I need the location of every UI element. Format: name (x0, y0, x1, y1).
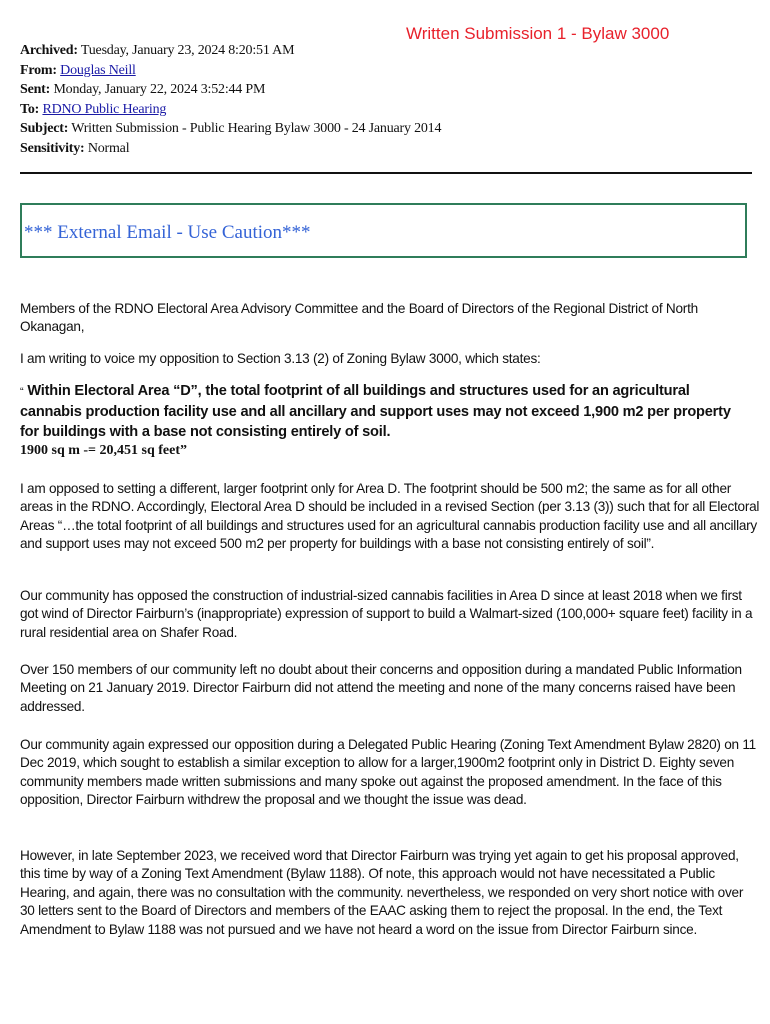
bylaw-quote (20, 382, 748, 460)
external-email-warning: *** External Email - Use Caution*** (24, 222, 311, 243)
email-header (20, 41, 441, 159)
external-email-banner (20, 203, 747, 258)
paragraph-hearing (20, 736, 760, 810)
paragraph-history (20, 587, 760, 642)
to-row (20, 100, 441, 120)
sensitivity-value: Normal (87, 140, 130, 156)
greeting-text: Members of the RDNO Electoral Area Advisory Committee and the Board of Directors of the Regional District of North Okanagan, (20, 301, 698, 335)
paragraph-footprint (20, 480, 760, 554)
archived-row (20, 41, 441, 61)
intro-text: I am writing to voice my opposition to Section 3.13 (2) of Zoning Bylaw 3000, which states: (20, 351, 541, 366)
paragraph-hearing-text: Our community again expressed our opposition during a Delegated Public Hearing (Zoning Text Amendment Bylaw 2820) on 11 Dec 2019, which sought to establish a similar exception to allow for a larger,1900m2 footprint only in District D. Eighty seven community members made written submissions and many spoke out against the proposed amendment. In the face of this opposition, Director Fairburn withdrew the proposal and we thought the issue was dead. (20, 737, 756, 808)
submission-stamp: Written Submission 1 - Bylaw 3000 (406, 24, 670, 43)
paragraph-amendment (20, 847, 760, 939)
subject-row (20, 119, 441, 139)
greeting-paragraph (20, 300, 760, 337)
header-divider (20, 172, 752, 174)
paragraph-meeting (20, 661, 760, 716)
sent-label: Sent: (20, 82, 51, 98)
to-label: To: (20, 101, 40, 117)
intro-paragraph (20, 350, 760, 368)
sensitivity-label: Sensitivity: (20, 140, 85, 156)
paragraph-history-text: Our community has opposed the construction of industrial-sized cannabis facilities in Area D since at least 2018 when we first got wind of Director Fairburn’s (inappropriate) expression of support to build a Walmart-sized (100,000+ square feet) facility in a rural residential area on Shafer Road. (20, 588, 753, 640)
sent-row (20, 80, 441, 100)
sent-value: Monday, January 22, 2024 3:52:44 PM (53, 82, 266, 98)
archived-label: Archived: (20, 43, 78, 58)
paragraph-meeting-text: Over 150 members of our community left no doubt about their concerns and opposition during a mandated Public Information Meeting on 21 January 2019. Director Fairburn did not attend the meeting and none of the many concerns raised have been addressed. (20, 662, 742, 714)
sensitivity-row (20, 139, 441, 159)
subject-value: Written Submission - Public Hearing Bylaw 3000 - 24 January 2014 (71, 121, 442, 137)
paragraph-footprint-text: I am opposed to setting a different, larger footprint only for Area D. The footprint should be 500 m2; the same as for all other areas in the RDNO. Accordingly, Electoral Area D should be included in a revised Section (per 3.13 (3)) such that for all Electoral Areas “…the total footprint of all buildings and structures used for an agricultural cannabis production facility use and all ancillary and support uses may not exceed 500 m2 per property for buildings with a base not consisting entirely of soil”. (20, 481, 760, 552)
sender-link[interactable]: Douglas Neill (60, 62, 136, 78)
recipient-link[interactable]: RDNO Public Hearing (42, 101, 167, 117)
from-row (20, 61, 441, 81)
paragraph-amendment-text: However, in late September 2023, we received word that Director Fairburn was trying yet again to get his proposal approved, this time by way of a Zoning Text Amendment (Bylaw 1188). Of note, this approach would not have necessitated a Public Hearing, and again, there was no consultation with the community. nevertheless, we responded on very short notice with over 30 letters sent to the Board of Directors and members of the EAAC asking them to reject the proposal. In the end, the Text Amendment to Bylaw 1188 was not pursued and we have not heard a word on the issue from Director Fairburn since. (20, 848, 744, 937)
quote-body: Within Electoral Area “D”, the total footprint of all buildings and structures used for an agricultural cannabis production facility use and all ancillary and support uses may not exceed 1,900 m2 per property for buildings with a base not consisting entirely of soil. (20, 383, 731, 440)
from-label: From: (20, 62, 57, 78)
archived-value: Tuesday, January 23, 2024 8:20:51 AM (80, 43, 295, 58)
bylaw-quote-text (20, 382, 748, 442)
quote-conversion: 1900 sq m -= 20,451 sq feet” (20, 443, 188, 459)
subject-label: Subject: (20, 121, 69, 137)
quote-open-mark: “ (20, 386, 24, 398)
